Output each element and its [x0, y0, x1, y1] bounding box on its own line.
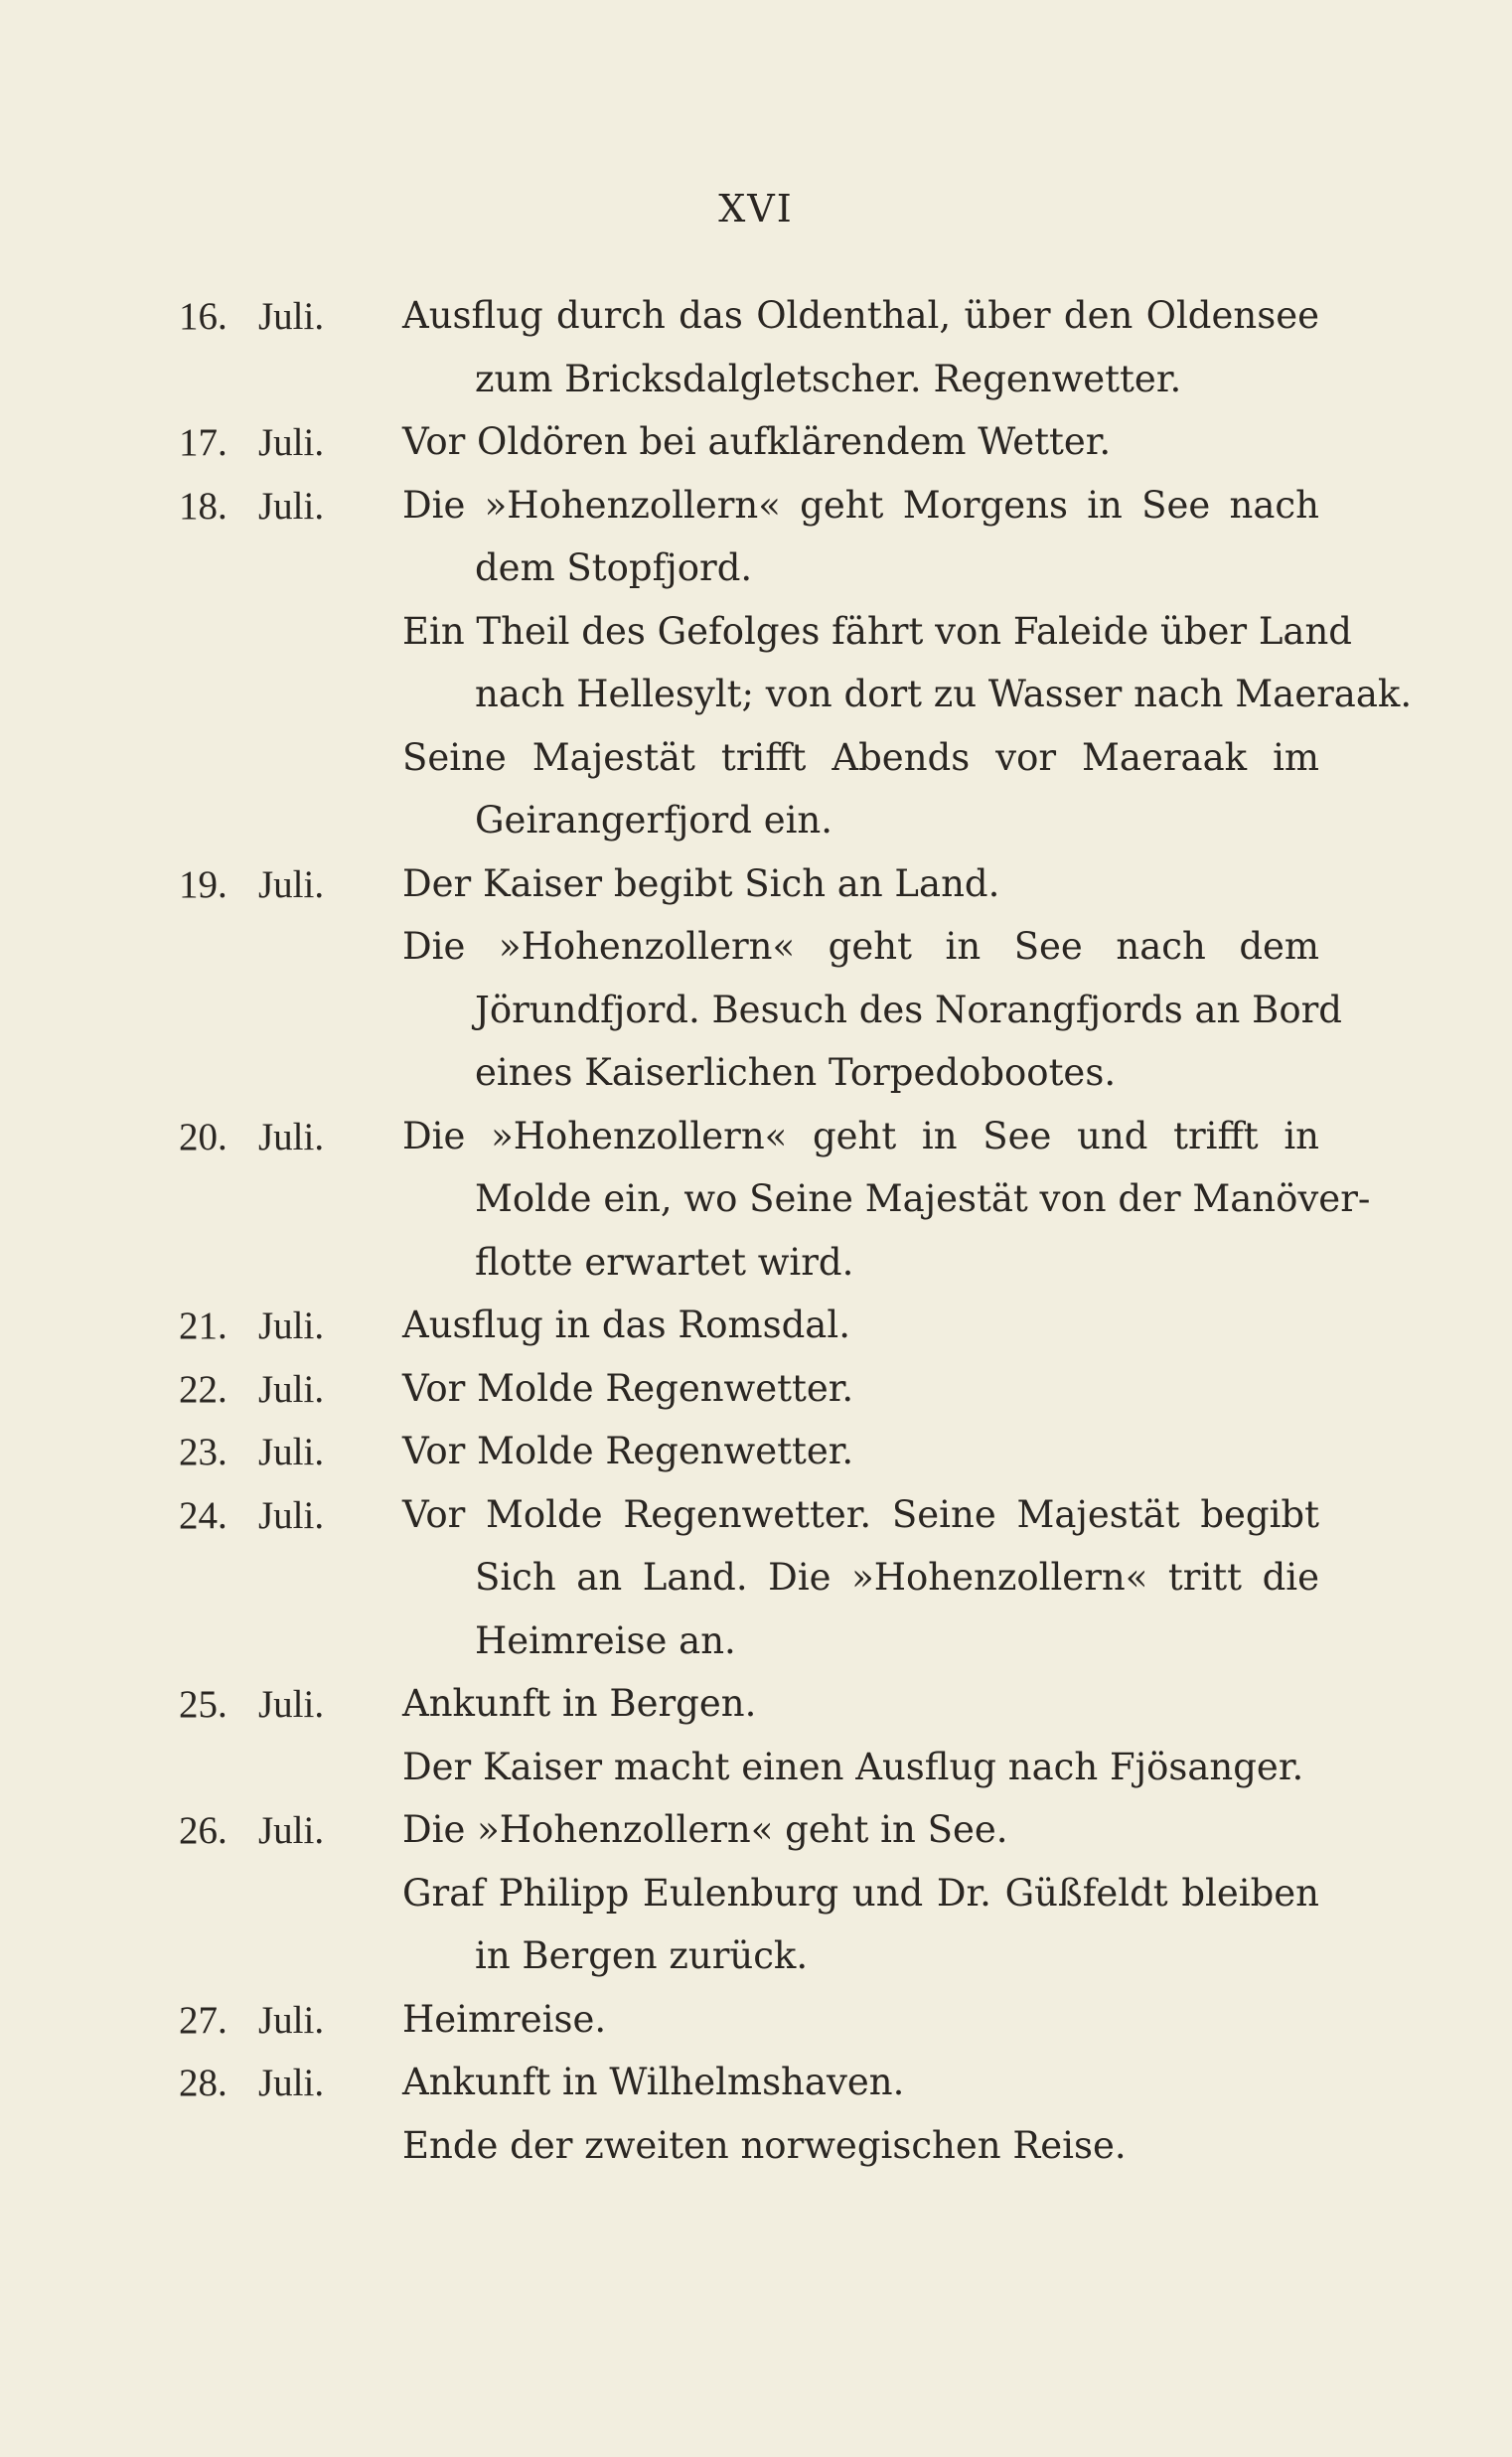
- entry-day: 27.: [179, 1998, 227, 2042]
- entry-day: 26.: [179, 1809, 227, 1852]
- entry-day: 22.: [179, 1367, 227, 1411]
- entry-date: [179, 294, 378, 339]
- entry-text: Seine Majestät trifft Abends vor Maeraak im: [402, 735, 1319, 779]
- entry-day: 16.: [179, 295, 227, 338]
- entry-text: Die »Hohenzollern« geht in See und trifft in: [402, 1114, 1319, 1157]
- entry-text: dem Stopfjord.: [475, 546, 753, 589]
- entry-month: Juli.: [258, 1367, 325, 1411]
- entry-month: Juli.: [258, 1809, 325, 1852]
- entry-date: [179, 1493, 378, 1538]
- entry-text: Der Kaiser macht einen Ausflug nach Fjösanger.: [402, 1745, 1304, 1788]
- entry-day: 24.: [179, 1493, 227, 1537]
- entry-date: [179, 1682, 378, 1727]
- entry-date: [179, 1115, 378, 1159]
- entry-month: Juli.: [258, 1493, 325, 1537]
- entry-date: [179, 1304, 378, 1348]
- entry-date: [179, 1808, 378, 1853]
- entry-text: Ankunft in Wilhelmshaven.: [402, 2061, 905, 2103]
- entry-month: Juli.: [258, 484, 325, 528]
- entry-text: Ein Theil des Gefolges fährt von Faleide über Land: [402, 609, 1352, 653]
- entry-day: 20.: [179, 1115, 227, 1158]
- entry-text: Graf Philipp Eulenburg und Dr. Güßfeldt bleiben: [402, 1871, 1319, 1915]
- entry-day: 18.: [179, 484, 227, 528]
- entry-month: Juli.: [258, 1305, 325, 1347]
- entry-text: Sich an Land. Die »Hohenzollern« tritt die: [475, 1556, 1319, 1599]
- entry-text: Vor Oldören bei aufklärendem Wetter.: [402, 420, 1112, 463]
- entry-text: flotte erwartet wird.: [475, 1240, 854, 1284]
- entry-text: Ankunft in Bergen.: [402, 1682, 757, 1725]
- entry-month: Juli.: [258, 1115, 325, 1158]
- entry-text: Vor Molde Regenwetter.: [402, 1430, 854, 1472]
- entry-day: 17.: [179, 421, 227, 464]
- entry-text: Die »Hohenzollern« geht in See nach dem: [402, 925, 1319, 968]
- entry-text: Die »Hohenzollern« geht in See.: [402, 1808, 1008, 1851]
- entry-date: [179, 1430, 378, 1474]
- entry-month: Juli.: [258, 862, 325, 906]
- entry-text: Geirangerfjord ein.: [475, 799, 833, 842]
- entry-text: Heimreise.: [402, 1997, 607, 2041]
- entry-text: Molde ein, wo Seine Majestät von der Manöver-: [475, 1177, 1371, 1220]
- entry-text: Der Kaiser begibt Sich an Land.: [402, 861, 1000, 905]
- entry-month: Juli.: [258, 1431, 325, 1473]
- entry-month: Juli.: [258, 1683, 325, 1726]
- entry-month: Juli.: [258, 2062, 325, 2104]
- entry-day: 25.: [179, 1683, 227, 1726]
- entry-date: [179, 2061, 378, 2105]
- entry-text: Ende der zweiten norwegischen Reise.: [402, 2123, 1127, 2167]
- entry-day: 23.: [179, 1431, 227, 1473]
- entry-day: 28.: [179, 2062, 227, 2104]
- entry-text: Ausflug in das Romsdal.: [402, 1304, 850, 1346]
- page-number: XVI: [718, 187, 794, 230]
- entry-text: eines Kaiserlichen Torpedobootes.: [475, 1051, 1117, 1094]
- entry-text: nach Hellesylt; von dort zu Wasser nach Maeraak.: [475, 673, 1413, 715]
- entry-date: [179, 484, 378, 529]
- entry-date: [179, 1367, 378, 1412]
- entry-text: zum Bricksdalgletscher. Regenwetter.: [475, 357, 1182, 400]
- entry-month: Juli.: [258, 295, 325, 338]
- entry-date: [179, 862, 378, 907]
- entry-text: Vor Molde Regenwetter.: [402, 1366, 854, 1410]
- entry-day: 19.: [179, 862, 227, 906]
- entry-date: [179, 1998, 378, 2043]
- entry-day: 21.: [179, 1305, 227, 1347]
- entry-text: in Bergen zurück.: [475, 1934, 809, 1977]
- entry-text: Heimreise an.: [475, 1618, 736, 1662]
- entry-month: Juli.: [258, 421, 325, 464]
- entry-month: Juli.: [258, 1998, 325, 2042]
- entry-text: Jörundfjord. Besuch des Norangfjords an Bord: [475, 988, 1342, 1031]
- entry-text: Ausflug durch das Oldenthal, über den Oldensee: [402, 294, 1319, 337]
- entry-text: Vor Molde Regenwetter. Seine Majestät begibt: [402, 1492, 1319, 1536]
- entry-date: [179, 420, 378, 465]
- entry-text: Die »Hohenzollern« geht Morgens in See nach: [402, 483, 1319, 527]
